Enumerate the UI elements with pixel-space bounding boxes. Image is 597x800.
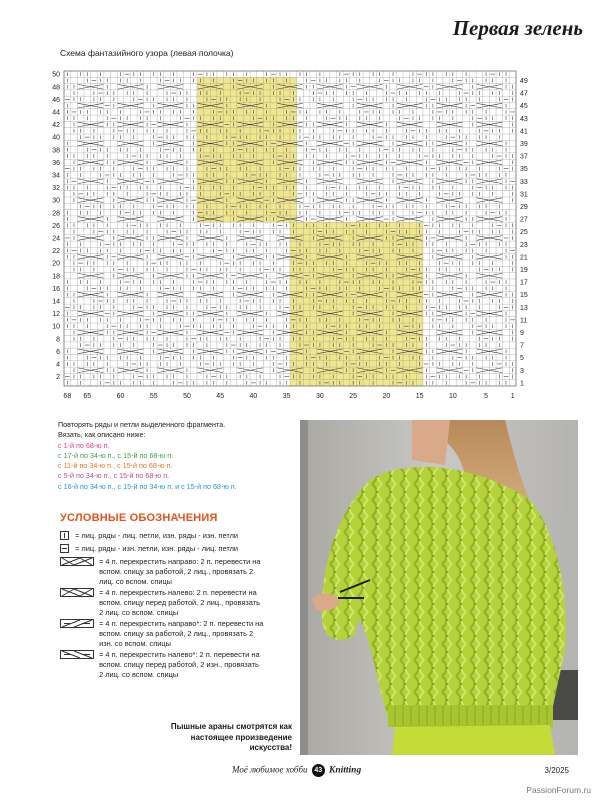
stitch-label-bottom: 65 [83,393,92,400]
row-label-left: 42 [52,122,60,130]
legend-item-cable-left-purl [60,650,310,681]
stitch-label-bottom: 60 [116,393,125,400]
row-label-right: 11 [520,317,528,325]
stitch-label-bottom: 55 [149,393,158,400]
row-label-left: 26 [52,222,60,230]
legend-item-cable-right-purl [60,619,310,650]
sweater-photo [300,420,578,755]
knitting-chart [40,64,540,409]
issue-number: 3/2025 [544,766,569,775]
legend-text-cable-right-purl: = 4 п. перекрестить направо*: 2 п. перевести на вспом. спицу за работой, 2 лиц., провязать 2 изн. со вспом. спицы [99,619,264,649]
stitch-label-bottom: 1 [510,393,515,400]
stitch-label-bottom: 5 [484,393,489,400]
photo-caption: Пышные араны смотрятся как настоящее произведение искусства! [170,722,292,752]
page-title: Первая зелень [452,16,583,40]
stitch-label-bottom: 25 [349,393,358,400]
row-label-right: 9 [520,329,524,337]
row-label-right: 33 [520,178,528,186]
row-label-right: 17 [520,279,528,287]
row-label-left: 20 [52,260,60,268]
row-label-left: 46 [52,96,60,104]
row-label-right: 21 [520,254,528,262]
row-label-right: 29 [520,203,528,211]
row-label-left: 24 [52,235,60,243]
repeat-line-5: с 16-й по 34-ю п., с 15-й по 34-ю п. и с 15-й по 68-ю п. [58,481,237,491]
row-label-left: 36 [52,159,60,167]
cable-right-icon [60,557,94,566]
legend-item-cable-right [60,557,310,588]
row-label-right: 47 [520,90,528,98]
repeat-intro-1: Повторять ряды и петли выделенного фрагмента. [58,420,226,429]
chart-caption: Схема фантазийного узора (левая полочка) [60,48,234,58]
row-label-left: 6 [56,348,60,356]
legend-item-purl [60,544,310,554]
row-label-left: 4 [56,361,60,369]
row-label-left: 30 [52,197,60,205]
row-label-right: 41 [520,128,528,136]
repeat-instructions [58,420,288,492]
row-label-right: 7 [520,342,524,350]
row-label-right: 1 [520,380,524,388]
row-label-left: 28 [52,210,60,218]
sweater-photo-svg [300,420,578,755]
row-label-left: 48 [52,84,60,92]
page-footer [0,758,597,800]
footer-magazine [232,764,361,777]
magazine-name: Моё любимое хобби [232,764,308,775]
row-label-right: 31 [520,191,528,199]
stitch-label-bottom: 35 [282,393,291,400]
row-label-left: 44 [52,109,60,117]
row-label-left: 50 [52,71,60,79]
row-label-left: 12 [52,311,60,319]
repeat-line-3: с 11-й по 34-ю п., с 15-й по 68-ю п. [58,461,173,471]
legend-title: УСЛОВНЫЕ ОБОЗНАЧЕНИЯ [60,512,218,524]
row-label-left: 34 [52,172,60,180]
row-label-right: 23 [520,241,528,249]
row-label-left: 22 [52,248,60,256]
stitch-label-bottom: 45 [216,393,225,400]
repeat-line-1: с 1-й по 68-ю п. [58,440,110,450]
row-label-left: 2 [56,374,60,382]
page-number: 43 [312,764,325,777]
row-label-left: 18 [52,273,60,281]
row-label-right: 43 [520,115,528,123]
row-label-left: 16 [52,285,60,293]
purl-symbol-icon [60,544,69,553]
stitch-label-bottom: 40 [249,393,258,400]
knitting-chart-svg [40,64,540,409]
repeat-line-2: с 17-й по 34-ю п., с 15-й по 68-ю п. [58,450,174,460]
knit-symbol-icon [60,531,69,540]
row-label-right: 15 [520,292,528,300]
legend-text-knit: = лиц. ряды - лиц. петли, изн. ряды - изн. петли [75,531,239,540]
row-label-left: 40 [52,134,60,142]
row-label-right: 45 [520,103,528,111]
legend-text-cable-left: = 4 п. перекрестить налево: 2 п. перевести на вспом. спицу перед работой, 2 лиц., провязать 2 лиц. со вспом. спицы [99,588,260,618]
row-label-left: 38 [52,147,60,155]
cable-left-purl-icon [60,650,94,659]
repeat-line-4: с 5-й по 34-ю п., с 15-й по 68-ю п. [58,471,170,481]
stitch-label-bottom: 20 [382,393,391,400]
row-label-left: 8 [56,336,60,344]
stitch-label-bottom: 10 [448,393,457,400]
legend-item-cable-left [60,588,310,619]
legend-text-purl: = лиц. ряды - изн. петли, изн. ряды - лиц. петли [75,544,239,553]
stitch-label-bottom: 15 [415,393,424,400]
row-label-left: 10 [52,323,60,331]
stitch-label-bottom: 30 [316,393,324,400]
row-label-left: 14 [52,298,60,306]
row-label-right: 13 [520,304,528,312]
cable-right-purl-icon [60,619,94,628]
magazine-brand: Knitting [329,765,362,776]
legend-text-cable-left-purl: = 4 п. перекрестить налево*: 2 п. перевести на вспом. спицу перед работой, 2 изн., провязать 2 лиц. со вспом. спицы [99,650,260,680]
row-label-right: 27 [520,216,528,224]
row-label-right: 19 [520,266,528,274]
repeat-intro-2: Вязать, как описано ниже: [58,430,146,440]
legend-item-knit [60,531,310,541]
watermark: PassionForum.ru [526,785,591,795]
row-label-left: 32 [52,185,60,193]
row-label-right: 35 [520,166,528,174]
stitch-label-bottom: 50 [183,393,191,400]
legend-text-cable-right: = 4 п. перекрестить направо: 2 п. перевести на вспом. спицу за работой, 2 лиц., провязать 2 лиц. со вспом. спицы [99,557,261,587]
row-label-right: 49 [520,77,528,85]
stitch-label-bottom: 68 [63,393,72,400]
cable-left-icon [60,588,94,597]
row-label-right: 5 [520,355,524,363]
row-label-right: 25 [520,229,528,237]
row-label-right: 3 [520,367,524,375]
row-label-right: 37 [520,153,528,161]
row-label-right: 39 [520,140,528,148]
